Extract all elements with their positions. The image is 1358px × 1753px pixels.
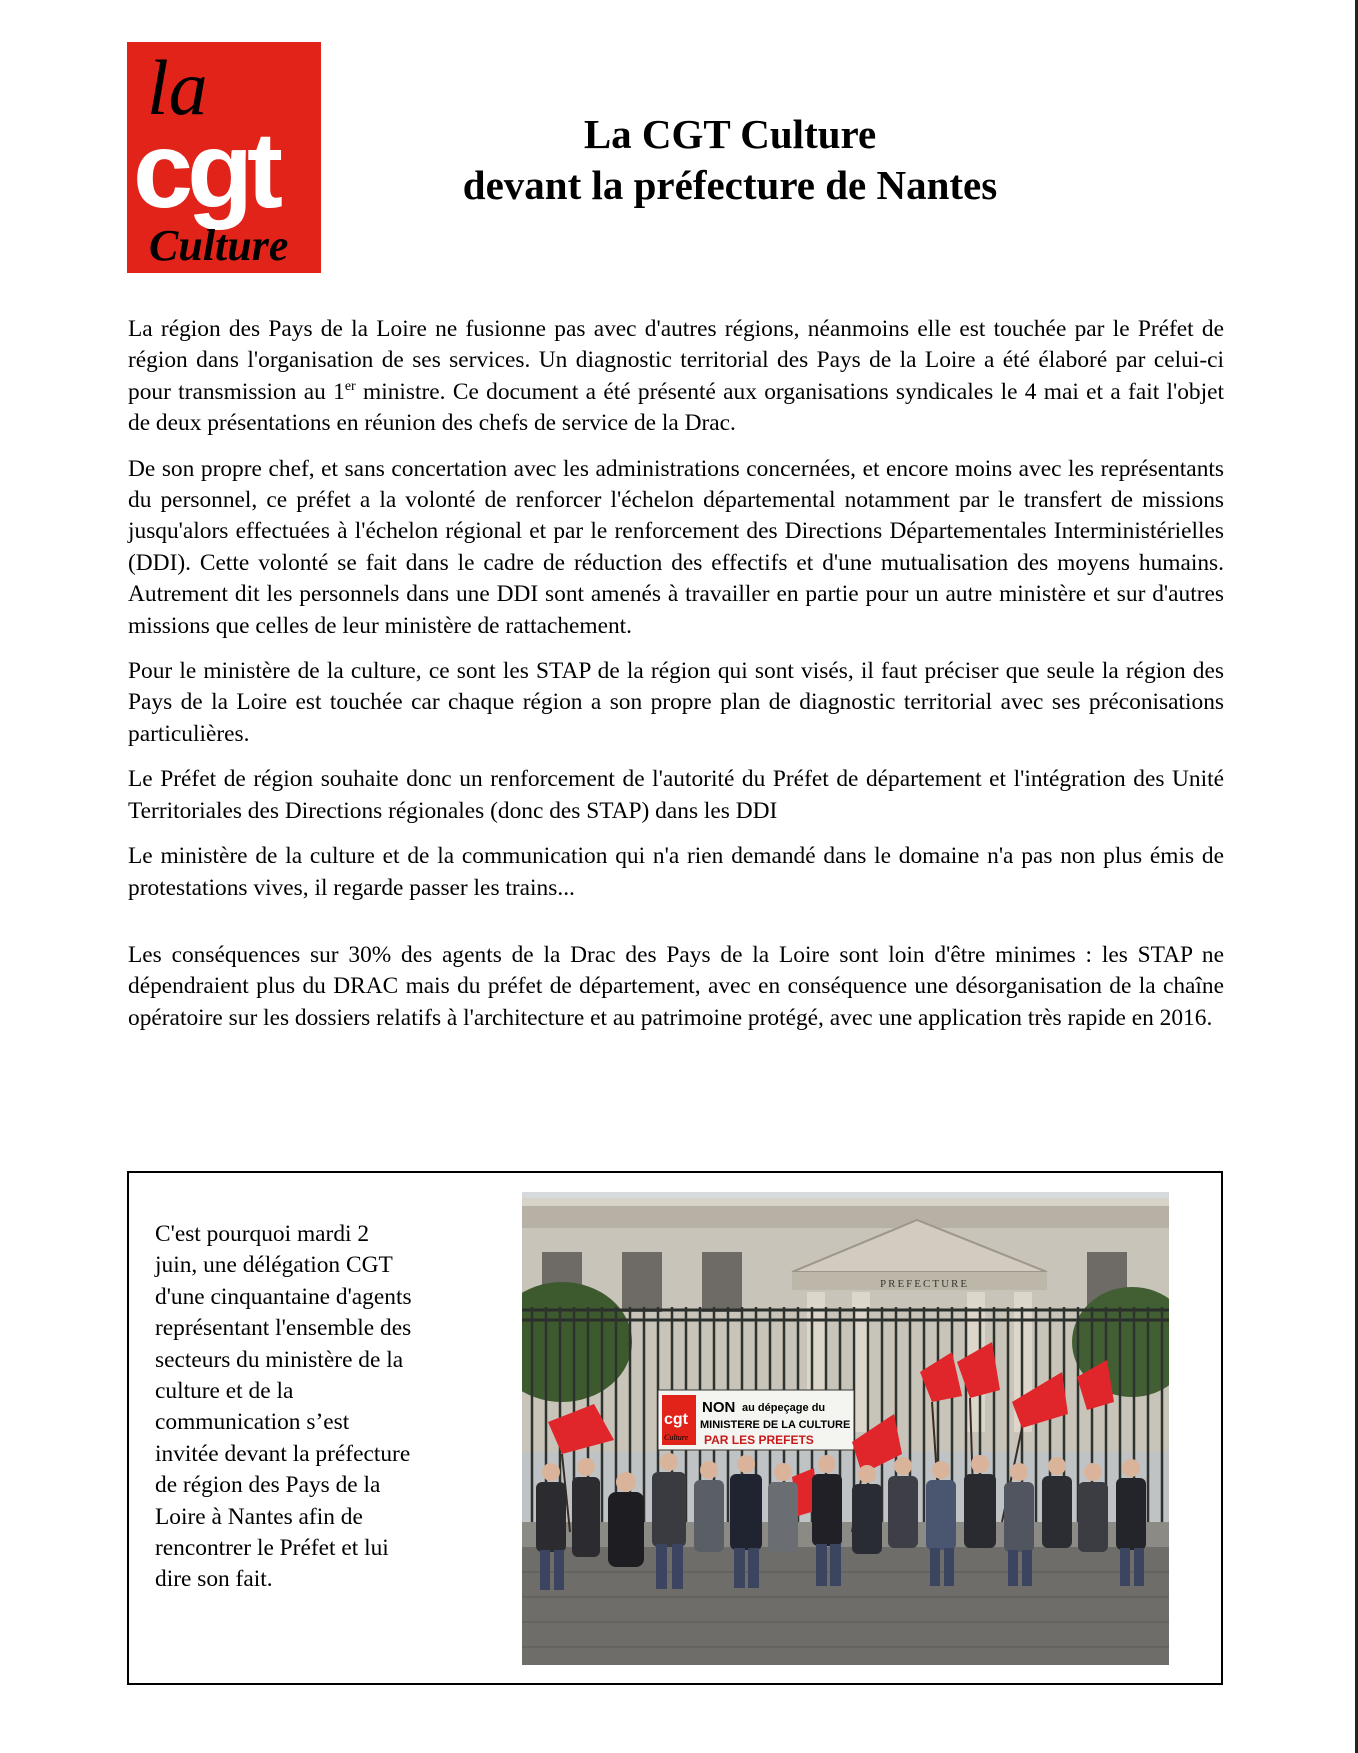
paragraph-1-part-a: La région des Pays de la Loire ne fusionne pas avec d'autres régions, néanmoins elle est touchée par le Préfet de région dans l'organisation de ses services. Un diagnostic territorial des Pays de la Loire a été élaboré par celui-ci pour transmission au 1	[128, 316, 1224, 405]
article-body	[128, 314, 1224, 1048]
banner-non: NON	[702, 1399, 736, 1416]
delegation-line: C'est pourquoi mardi 2	[155, 1221, 370, 1247]
delegation-box	[127, 1171, 1223, 1685]
delegation-line: secteurs du ministère de la	[155, 1346, 404, 1373]
logo-cgt-text: cgt	[133, 109, 277, 230]
paragraph-1-part-b: ministre. Ce document a été présenté aux organisations syndicales le 4 mai et a fait l'objet de deux présentations en réunion des chefs de service de la Drac.	[128, 378, 1224, 437]
banner-line2: MINISTERE DE LA CULTURE	[700, 1419, 851, 1431]
delegation-line: dire son fait.	[155, 1566, 273, 1593]
paragraph-1-sup: er	[344, 378, 356, 394]
prefecture-sign: PREFECTURE	[880, 1278, 970, 1290]
paragraph-5: Le ministère de la culture et de la communication qui n'a rien demandé dans le domaine n'a pas non plus émis de protestations vives, il regarde passer les trains...	[128, 843, 1224, 901]
cgt-culture-logo	[127, 42, 321, 273]
paragraph-3: Pour le ministère de la culture, ce sont les STAP de la région qui sont visés, il faut préciser que seule la région des Pays de la Loire est touchée car chaque région a son propre plan de diagnostic territorial avec ses préconisations particulières.	[128, 658, 1224, 747]
delegation-line: invitée devant la préfecture	[155, 1440, 411, 1467]
paragraph-4: Le Préfet de région souhaite donc un renforcement de l'autorité du Préfet de département et l'intégration des Unité Territoriales des Directions régionales (donc des STAP) dans les DDI	[128, 766, 1224, 824]
delegation-text	[155, 1219, 465, 1596]
page-title-line1: La CGT Culture	[583, 111, 877, 157]
protest-banner	[658, 1390, 854, 1450]
delegation-line: juin, une délégation CGT	[155, 1252, 393, 1279]
logo-culture-text: Culture	[149, 221, 289, 270]
delegation-line: représentant l'ensemble des	[155, 1315, 412, 1342]
paragraph-1	[128, 314, 1224, 440]
delegation-line: Loire à Nantes afin de	[155, 1503, 363, 1530]
delegation-line: de région des Pays de la	[155, 1472, 381, 1499]
protest-photo	[522, 1192, 1169, 1665]
delegation-line: rencontrer le Préfet et lui	[155, 1535, 389, 1562]
banner-line3: PAR LES PREFETS	[704, 1433, 814, 1447]
banner-line1: au dépeçage du	[742, 1402, 826, 1414]
banner-logo-cgt: cgt	[664, 1411, 688, 1428]
paragraph-6: Les conséquences sur 30% des agents de la Drac des Pays de la Loire sont loin d'être minimes : les STAP ne dépendraient plus du DRAC mais du préfet de département, avec en conséquence une désorganisation de la chaîne opératoire sur les dossiers relatifs à l'architecture et au patrimoine protégé, avec une application très rapide en 2016.	[128, 941, 1224, 1031]
page-title-line2: devant la préfecture de Nantes	[462, 162, 998, 208]
delegation-line: culture et de la	[155, 1378, 294, 1405]
paragraph-2: De son propre chef, et sans concertation avec les administrations concernées, et encore moins avec les représentants du personnel, ce préfet a la volonté de renforcer l'échelon départemental notamment par le transfert de missions jusqu'alors effectuées à l'échelon régional et par le renforcement des Directions Départementales Interministérielles (DDI). Cette volonté se fait dans le cadre de réduction des effectifs et d'une mutualisation des moyens humains. Autrement dit les personnels dans une DDI sont amenés à travailler en partie pour un autre ministère et sur d'autres missions que celles de leur ministère de rattachement.	[128, 455, 1224, 639]
banner-logo-culture: Culture	[664, 1433, 689, 1442]
delegation-line: communication s’est	[155, 1409, 350, 1436]
delegation-line: d'une cinquantaine d'agents	[155, 1283, 412, 1310]
logo-la-text: la	[147, 44, 208, 131]
